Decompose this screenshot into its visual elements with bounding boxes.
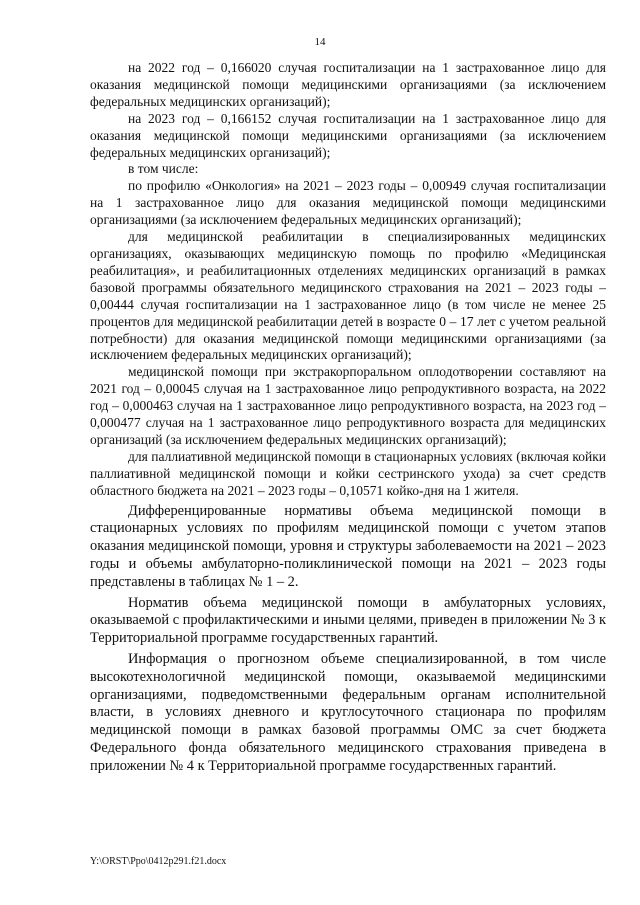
paragraph-ivf: медицинской помощи при экстракорпоральном оплодотворении составляют на 2021 год – 0,00045 случая на 1 застрахованное лицо репродуктивного возраста, на 2022 год – 0,000463 случая на 1 застрахованное лицо репродуктивного возраста, на 2023 год – 0,000477 случая на 1 застрахованное лицо репродуктивного возраста для медицинских организаций (за исключением федеральных медицинских организаций); bbox=[90, 364, 606, 447]
paragraph-rehabilitation: для медицинской реабилитации в специализированных медицинских организациях, оказывающих медицинскую помощь по профилю «Медицинская реабилитация», и реабилитационных отделениях медицинских организаций в рамках базовой программы обязательного медицинского страхования на 2021 – 2023 годы – 0,00444 случая госпитализации на 1 застрахованное лицо (в том числе не менее 25 процентов для медицинской реабилитации детей в возрасте 0 – 17 лет с учетом реальной потребности) для оказания медицинской помощи медицинскими организациями (за исключением федеральных медицинских организаций); bbox=[90, 229, 606, 363]
paragraph-palliative: для паллиативной медицинской помощи в стационарных условиях (включая койки паллиативной медицинской помощи и койки сестринского ухода) за счет средств областного бюджета на 2021 – 2023 годы – 0,10571 койко-дня на 1 жителя. bbox=[90, 448, 606, 498]
paragraph-outpatient-norm: Норматив объема медицинской помощи в амбулаторных условиях, оказываемой с профилактическими и иными целями, приведен в приложении № 3 к Территориальной программе государственных гарантий. bbox=[90, 594, 606, 647]
page-number: 14 bbox=[314, 36, 326, 48]
paragraph-norm-2023: на 2023 год – 0,166152 случая госпитализации на 1 застрахованное лицо для оказания медицинской помощи медицинскими организациями (за исключением федеральных медицинских организаций); bbox=[90, 110, 606, 160]
paragraph-norm-2022: на 2022 год – 0,166020 случая госпитализации на 1 застрахованное лицо для оказания медицинской помощи медицинскими организациями (за исключением федеральных медицинских организаций); bbox=[90, 60, 606, 109]
paragraph-oncology: по профилю «Онкология» на 2021 – 2023 годы – 0,00949 случая госпитализации на 1 застрахованное лицо для оказания медицинской помощи медицинскими организациями (за исключением федеральных медицинских организаций); bbox=[90, 178, 606, 228]
paragraph-differentiated-norms: Дифференцированные нормативы объема медицинской помощи в стационарных условиях по профилям медицинской помощи с учетом этапов оказания медицинской помощи, уровня и структуры заболеваемости на 2021 – 2023 годы и объемы амбулаторно-поликлинической помощи на 2021 – 2023 годы представлены в таблицах № 1 – 2. bbox=[90, 502, 606, 590]
footer-file-path: Y:\ORST\Ppo\0412p291.f21.docx bbox=[90, 856, 227, 867]
paragraph-forecast-volume: Информация о прогнозном объеме специализированной, в том числе высокотехнологичной медицинской помощи, оказываемой медицинскими организациями, подведомственными федеральным органам исполнительной власти, в условиях дневного и круглосуточного стационара по профилям медицинской помощи в рамках базовой программы ОМС за счет бюджета Федерального фонда обязательного медицинского страхования приведена в приложении № 4 к Территориальной программе государственных гарантий. bbox=[90, 650, 606, 774]
paragraph-including: в том числе: bbox=[128, 161, 199, 177]
document-body bbox=[90, 60, 606, 776]
